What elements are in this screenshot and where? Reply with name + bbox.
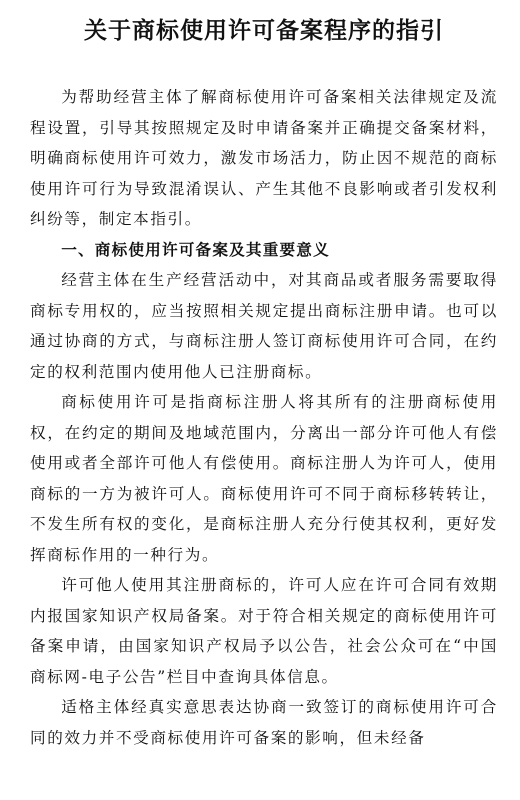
- section-heading: 一、商标使用许可备案及其重要意义: [61, 240, 330, 259]
- document-title: 关于商标使用许可备案程序的指引: [84, 17, 444, 44]
- body-paragraph-3: 许可他人使用其注册商标的，许可人应在许可合同有效期内报国家知识产权局备案。对于符合相关规定的商标使用许可备案申请，由国家知识产权局予以公告，社会公众可在“中国商标网-电子公告”栏目中查询具体信息。: [30, 576, 498, 686]
- body-paragraph-4: 适格主体经真实意思表达协商一致签订的商标使用许可合同的效力并不受商标使用许可备案的影响，但未经备: [30, 698, 498, 747]
- body-paragraph-2: 商标使用许可是指商标注册人将其所有的注册商标使用权，在约定的期间及地域范围内，分离出一部分许可他人有偿使用或者全部许可他人有偿使用。商标注册人为许可人，使用商标的一方为被许可人。商标使用许可不同于商标移转转让，不发生所有权的变化，是商标注册人充分行使其权利，更好发挥商标作用的一种行为。: [30, 393, 498, 564]
- body-paragraph-1: 经营主体在生产经营活动中，对其商品或者服务需要取得商标专用权的，应当按照相关规定提出商标注册申请。也可以通过协商的方式，与商标注册人签订商标使用许可合同，在约定的权利范围内使用他人已注册商标。: [30, 271, 498, 381]
- intro-paragraph: 为帮助经营主体了解商标使用许可备案相关法律规定及流程设置，引导其按照规定及时申请备案并正确提交备案材料，明确商标使用许可效力，激发市场活力，防止因不规范的商标使用许可行为导致混淆误认、产生其他不良影响或者引发权利纠纷等，制定本指引。: [30, 88, 498, 228]
